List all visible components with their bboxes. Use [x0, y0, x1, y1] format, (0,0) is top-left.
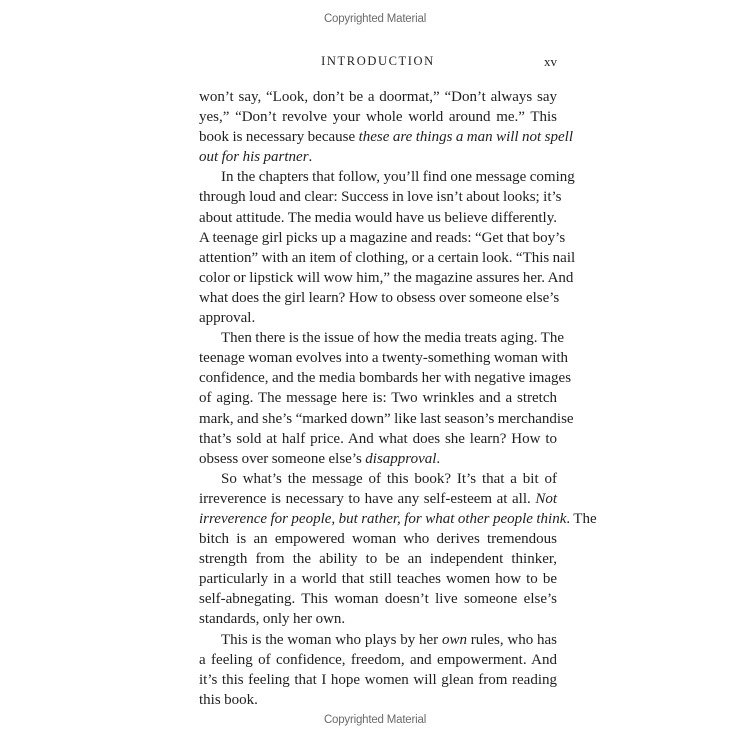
text-line [199, 469, 557, 489]
text-segment: attention” with an item of clothing, or a certain look. “This nail [199, 249, 576, 266]
italic-text: these are things a man will not spell [358, 129, 573, 146]
watermark-bottom: Copyrighted Material [323, 714, 427, 726]
text-line [199, 589, 557, 609]
text-line [199, 529, 557, 549]
text-line [199, 228, 566, 248]
text-line [199, 549, 557, 569]
text-segment: strength from the ability to be an independent thinker, [199, 551, 557, 568]
text-line [199, 348, 569, 368]
text-segment: self-abnegating. This woman doesn’t live someone else’s [199, 591, 557, 608]
text-segment: irreverence is necessary to have any self-esteem at all. [199, 490, 536, 507]
text-segment: book is necessary because [199, 129, 359, 146]
text-line [199, 187, 562, 207]
text-segment: about attitude. The media would have us believe differently. [199, 209, 557, 226]
paragraph [199, 328, 574, 469]
text-segment: color or lipstick will wow him,” the magazine assures her. And [199, 269, 574, 286]
text-segment: of aging. The message here is: Two wrinkles and a stretch [199, 390, 557, 407]
text-segment: So what’s the message of this book? It’s that a bit of [221, 470, 557, 487]
text-segment: Then there is the issue of how the media treats aging. The [221, 330, 564, 347]
text-segment: A teenage girl picks up a magazine and reads: “Get that boy’s [199, 229, 566, 246]
paragraph [199, 87, 573, 167]
watermark-top: Copyrighted Material [323, 13, 427, 25]
paragraph [199, 630, 557, 710]
page-number: xv [544, 54, 557, 69]
text-segment: rules, who has [466, 631, 557, 648]
text-line [199, 489, 557, 509]
text-line [199, 268, 574, 288]
italic-text: own [441, 631, 467, 648]
text-line [199, 609, 557, 629]
text-segment: bitch is an empowered woman who derives tremendous [199, 531, 557, 548]
body-text [199, 87, 597, 710]
text-line [199, 409, 574, 429]
italic-text: out for his partner [199, 149, 309, 166]
text-segment: . [308, 149, 313, 166]
italic-text: irreverence for people, but rather, for what other people think [199, 510, 567, 527]
text-line [199, 690, 557, 710]
text-segment: In the chapters that follow, you’ll find one message coming [221, 169, 575, 186]
paragraph [199, 469, 597, 630]
text-line [199, 127, 573, 147]
text-line [199, 429, 557, 449]
text-line [199, 368, 572, 388]
text-segment: approval. [199, 310, 256, 327]
text-segment: it’s this feeling that I hope women will glean from reading [199, 671, 557, 688]
text-segment: through loud and clear: Success in love isn’t about looks; it’s [199, 189, 562, 206]
text-segment: confidence, and the media bombards her with negative images [199, 370, 572, 387]
text-line [199, 670, 557, 690]
text-segment: yes,” “Don’t revolve your whole world around me.” This [199, 109, 557, 126]
text-segment: . The [566, 510, 597, 527]
text-segment: what does the girl learn? How to obsess over someone else’s [199, 289, 560, 306]
text-line [199, 147, 557, 167]
text-segment: that’s sold at half price. And what does she learn? How to [199, 430, 557, 447]
text-segment: this book. [199, 691, 258, 708]
text-segment: particularly in a world that still teaches women how to be [199, 571, 557, 588]
text-segment: teenage woman evolves into a twenty-something woman with [199, 350, 569, 367]
text-line [199, 167, 575, 187]
text-segment: standards, only her own. [199, 611, 346, 628]
running-head [199, 54, 557, 72]
text-segment: . [436, 450, 441, 467]
text-line [199, 449, 557, 469]
paragraph [199, 167, 576, 328]
text-line [199, 87, 557, 107]
text-segment: mark, and she’s “marked down” like last season’s merchandise [199, 410, 574, 427]
text-line [199, 208, 557, 228]
chapter-title: INTRODUCTION [321, 54, 435, 68]
text-line [199, 388, 557, 408]
text-line [199, 288, 560, 308]
italic-text: Not [535, 490, 557, 507]
text-line [199, 248, 576, 268]
text-line [199, 107, 557, 127]
text-line [199, 308, 557, 328]
text-line [199, 569, 557, 589]
text-segment: won’t say, “Look, don’t be a doormat,” “Don’t always say [199, 89, 557, 105]
text-segment: a feeling of confidence, freedom, and empowerment. And [199, 651, 557, 668]
text-segment: obsess over someone else’s [199, 450, 366, 467]
text-segment: This is the woman who plays by her [221, 631, 442, 648]
text-line [199, 650, 557, 670]
italic-text: disapproval [365, 450, 437, 467]
text-line [199, 509, 597, 529]
text-line [199, 328, 564, 348]
text-line [199, 630, 557, 650]
